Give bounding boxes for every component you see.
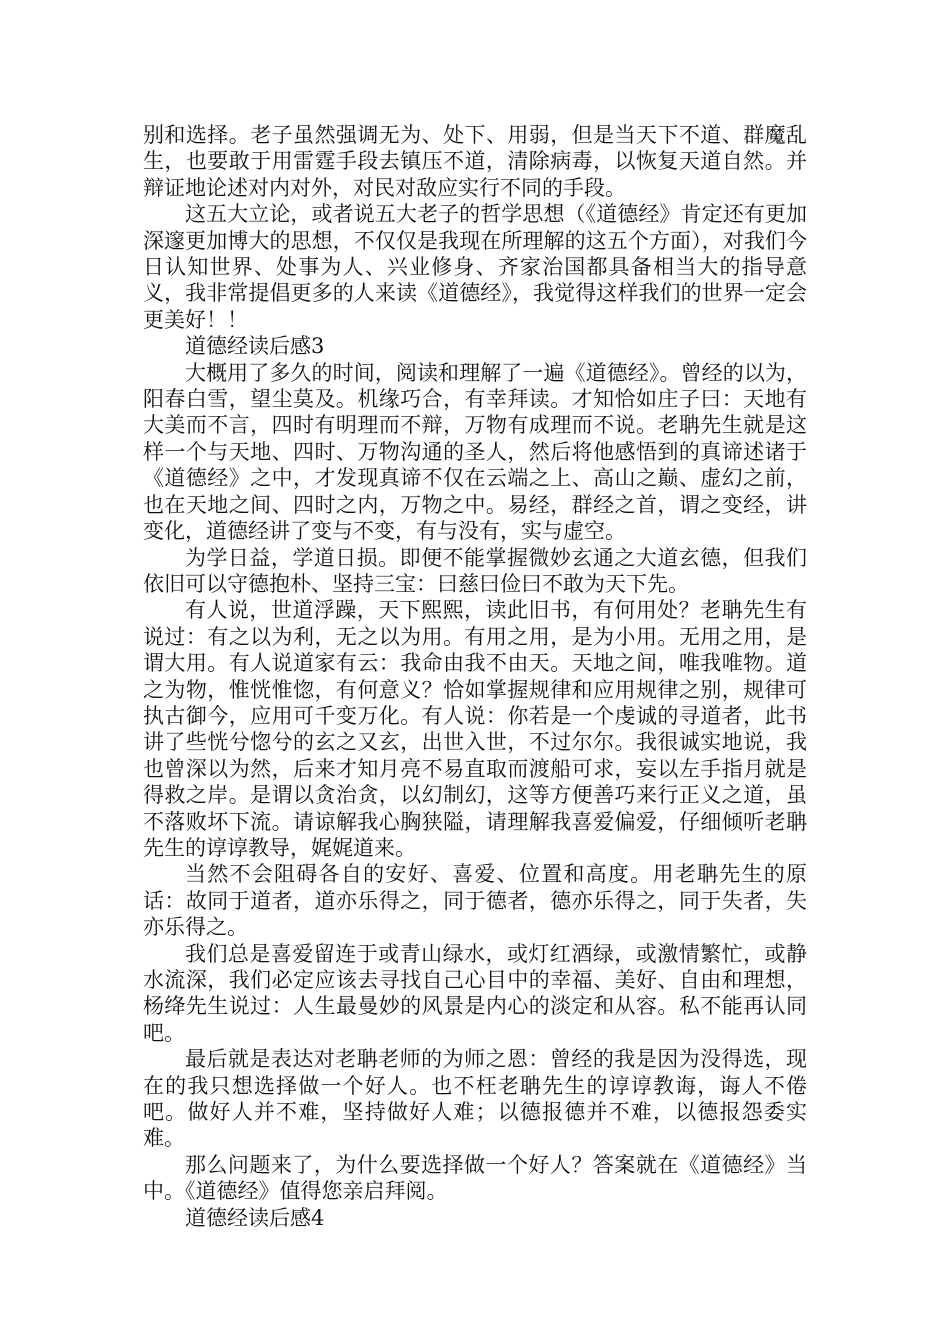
paragraph: 当然不会阻碍各自的安好、喜爱、位置和高度。用老聃先生的原话：故同于道者，道亦乐得之，同于德者，德亦乐得之，同于失者，失亦乐得之。 bbox=[143, 862, 807, 940]
section-heading: 道德经读后感3 bbox=[185, 334, 325, 359]
paragraph: 最后就是表达对老聃老师的为师之恩：曾经的我是因为没得选，现在的我只想选择做一个好人。也不枉老聃先生的谆谆教诲，诲人不倦吧。做好人并不难，坚持做好人难；以德报德并不难，以德报怨委实难。 bbox=[143, 1047, 807, 1151]
paragraph: 这五大立论，或者说五大老子的哲学思想（《道德经》肯定还有更加深邃更加博大的思想，不仅仅是我现在所理解的这五个方面），对我们今日认知世界、处事为人、兴业修身、齐家治国都具备相当大的指导意义，我非常提倡更多的人来读《道德经》，我觉得这样我们的世界一定会更美好！！ bbox=[143, 202, 807, 332]
paragraph: 有人说，世道浮躁，天下熙熙，读此旧书，有何用处？老聃先生有说过：有之以为利，无之以为用。有用之用，是为小用。无用之用，是谓大用。有人说道家有云：我命由我不由天。天地之间，唯我唯物。道之为物，惟恍惟惚，有何意义？恰如掌握规律和应用规律之别，规律可执古御今，应用可千变万化。有人说：你若是一个虔诚的寻道者，此书讲了些恍兮惚兮的玄之又玄，出世入世，不过尔尔。我很诚实地说，我也曾深以为然，后来才知月亮不易直取而渡船可求，妄以左手指月就是得救之岸。是谓以贪治贪，以幻制幻，这等方便善巧来行正义之道，虽不落败坏下流。请谅解我心胸狭隘，请理解我喜爱偏爱，仔细倾听老聃先生的谆谆教导，娓娓道来。 bbox=[143, 598, 807, 860]
paragraph: 为学日益，学道日损。即便不能掌握微妙玄通之大道玄德，但我们依旧可以守德抱朴、坚持三宝：曰慈曰俭曰不敢为天下先。 bbox=[143, 545, 807, 596]
section-heading: 道德经读后感4 bbox=[185, 1205, 325, 1230]
document-body bbox=[143, 122, 807, 1231]
paragraph: 大概用了多久的时间，阅读和理解了一遍《道德经》。曾经的以为，阳春白雪，望尘莫及。机缘巧合，有幸拜读。才知恰如庄子曰：天地有大美而不言，四时有明理而不辩，万物有成理而不说。老聃先生就是这样一个与天地、四时、万物沟通的圣人，然后将他感悟到的真谛述诸于《道德经》之中，才发现真谛不仅在云端之上、高山之巅、虚幻之前，也在天地之间、四时之内，万物之中。易经，群经之首，谓之变经，讲变化，道德经讲了变与不变，有与没有，实与虚空。 bbox=[143, 360, 807, 544]
paragraph: 那么问题来了，为什么要选择做一个好人？答案就在《道德经》当中。《道德经》值得您亲启拜阅。 bbox=[143, 1152, 807, 1204]
paragraph: 我们总是喜爱留连于或青山绿水，或灯红酒绿，或激情繁忙，或静水流深，我们必定应该去寻找自己心目中的幸福、美好、自由和理想，杨绛先生说过：人生最曼妙的风景是内心的淡定和从容。私不能再认同吧。 bbox=[143, 941, 807, 1045]
paragraph: 别和选择。老子虽然强调无为、处下、用弱，但是当天下不道、群魔乱生，也要敢于用雷霆手段去镇压不道，清除病毒，以恢复天道自然。并辩证地论述对内对外，对民对敌应实行不同的手段。 bbox=[143, 123, 807, 200]
